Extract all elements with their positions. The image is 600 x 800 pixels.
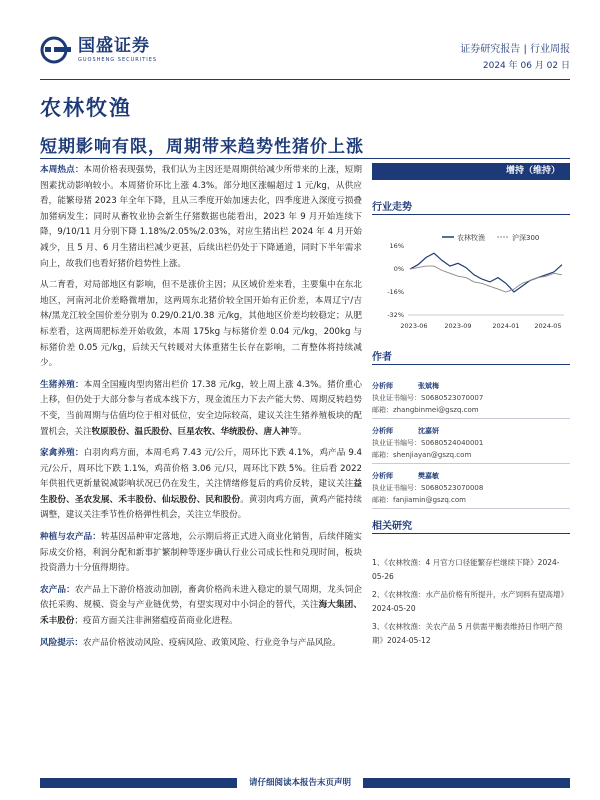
section-lead: 家禽养殖： bbox=[40, 448, 84, 459]
series-line-industry bbox=[410, 253, 562, 292]
logo-english-name: GUOSHENG SECURITIES bbox=[78, 57, 158, 63]
section-text: 农产品价格波动风险、疫病风险、政策风险、行业竞争与产品风险。 bbox=[82, 637, 341, 648]
section-lead: 生猪养殖： bbox=[40, 379, 84, 390]
related-report-link[interactable]: 3、《农林牧渔：关农产品 5 月供需平衡表维持日作明产预期》2024-05-12 bbox=[372, 622, 563, 645]
analyst-divider bbox=[372, 418, 570, 419]
legend-label-hs300: 沪深300 bbox=[512, 234, 540, 242]
section-tail: ；疫苗方面关注非洲猪瘟疫苗商业化进程。 bbox=[74, 616, 238, 627]
report-body bbox=[40, 163, 362, 657]
y-tick-label: 16% bbox=[389, 242, 404, 250]
section-hotspot bbox=[40, 163, 362, 272]
x-tick-label: 2023-09 bbox=[444, 322, 472, 330]
analysts-divider bbox=[372, 364, 570, 365]
analyst-email[interactable]: fanjiamin@gszq.com bbox=[393, 496, 466, 504]
trend-chart bbox=[372, 228, 570, 340]
related-report-link[interactable]: 2、《农林牧渔：水产品价格有所提升，水产饲料有望高增》2024-05-20 bbox=[372, 590, 569, 613]
company-logo bbox=[40, 36, 157, 64]
related-divider bbox=[372, 533, 570, 534]
related-list bbox=[372, 556, 570, 652]
cert-label: 执业证书编号： bbox=[372, 439, 421, 447]
section-lead: 本周热点： bbox=[40, 165, 84, 175]
analyst-card bbox=[372, 380, 570, 419]
recommended-stocks: 益生股份、圣农发展、禾丰股份、仙坛股份、民和股份 bbox=[40, 479, 362, 505]
related-title: 相关研究 bbox=[372, 521, 412, 532]
cert-number: S0680523070007 bbox=[421, 394, 484, 402]
analyst-list bbox=[372, 380, 570, 515]
cert-label: 执业证书编号： bbox=[372, 394, 421, 402]
recommended-stocks: 牧原股份、温氏股份、巨星农牧、华统股份、唐人神 bbox=[91, 426, 290, 437]
title-divider bbox=[40, 158, 570, 159]
section-text: 本周全国瘦肉型肉猪出栏价 17.38 元/kg，较上周上涨 4.3%。猪价重心上移，但仍处于大部分参与者成本线下方，现金流压力下去产能大势、周期反转趋势不变，当前周期与估值均位于相对低位，安全边际较高，建议关注生猪养殖板块的配置机会，关注 bbox=[40, 379, 362, 437]
section-planting bbox=[40, 530, 362, 577]
y-tick-label: -16% bbox=[387, 288, 404, 296]
y-tick-label: -32% bbox=[387, 311, 404, 319]
cert-label: 执业证书编号： bbox=[372, 484, 421, 492]
cert-number: S0680524040001 bbox=[421, 439, 484, 447]
trend-divider bbox=[372, 214, 570, 215]
section-risk bbox=[40, 636, 362, 652]
series-line-hs300 bbox=[410, 266, 562, 292]
section-secondary-fattening bbox=[40, 278, 362, 372]
analyst-name: 沈嘉妍 bbox=[418, 427, 439, 435]
header-divider bbox=[40, 79, 570, 80]
section-text: 本周价格表现强势，我们认为主因还是周期供给减少所带来的上涨，短期图素扰动影响较小。本周猪价环比上涨 4.3%。部分地区涨幅超过 1 元/kg，从供应看，能繁母猪 2023 年全年下降，且从三季度开始加速去化，四季度进入深度亏损叠加猪病发生；同时从畜牧业协会新生仔猪数据也能看出，2023 年 9 月开始连续下降，9/10/11 月分别下降 1.18%/2.05%/2.03%，对应生猪出栏 2024 年 4 月开始减少，且 5 月、6 月生猪出栏减少更甚，后续出栏仍处于下降通道，同时下半年需求向上，故我们也看好猪价趋势性上涨。 bbox=[40, 165, 362, 269]
analyst-role: 分析师 bbox=[372, 472, 393, 480]
analyst-card bbox=[372, 425, 570, 464]
analyst-name: 樊嘉敏 bbox=[418, 472, 439, 480]
email-label: 邮箱： bbox=[372, 406, 393, 414]
x-tick-label: 2024-01 bbox=[492, 322, 520, 330]
section-poultry bbox=[40, 446, 362, 524]
recommended-stocks: 海大集团、禾丰股份 bbox=[40, 600, 362, 627]
report-type: 证券研究报告 | 行业周报 bbox=[460, 44, 570, 55]
section-tail: 。黄羽肉鸡方面，黄鸡产能持续调整，建议关注季节性价格弹性机会，关注立华股份。 bbox=[40, 494, 362, 521]
analyst-name: 张斌梅 bbox=[418, 382, 439, 390]
cert-number: S0680523070008 bbox=[421, 484, 484, 492]
footer-disclaimer bbox=[0, 778, 600, 788]
analysts-title: 作者 bbox=[372, 352, 392, 363]
trend-chart-svg bbox=[372, 228, 570, 340]
analyst-role: 分析师 bbox=[372, 382, 393, 390]
rating-badge: 增持（维持） bbox=[372, 163, 570, 180]
section-text: 从二育看，对局部地区有影响，但不是涨价主因；从区域价差来看，主要集中在东北地区，河南河北价差略微增加，这两周东北猪价较全国开始有正价差，本周辽宁/吉林/黑龙江较全国价差分别为 0.29/0.21/0.38 元/kg，其他地区价差均较稳定；从肥标差看，这两周肥标差开始收敛，本周 175kg 与标猪价差 0.04 元/kg，200kg 与标猪价差 0.05 元/kg，后续天气转暖对大体重猪生长存在影响，二育整体将持续减少。 bbox=[40, 280, 362, 369]
analyst-email[interactable]: zhangbinmei@gszq.com bbox=[393, 406, 479, 414]
page-header bbox=[0, 0, 600, 78]
section-text: 白羽肉鸡方面，本周毛鸡 7.43 元/公斤，周环比下跌 4.1%，鸡产品 9.4 元/公斤，周环比下跌 1.1%，鸡苗价格 3.06 元/只，周环比下跌 5%。往后看 2022 年供祖代更新量锐减影响状况已仍在发生，关注情绪修复后的鸡价反转，建议关注 bbox=[40, 448, 362, 490]
industry-name: 农林牧渔 bbox=[40, 95, 132, 120]
section-lead: 种植与农产品： bbox=[40, 532, 101, 543]
y-tick-label: 0% bbox=[393, 265, 404, 273]
section-text: 农产品上下游价格波动加剧，畜禽价格尚未进入稳定的景气周期，龙头饲企依托采购、规模、资金与产业链优势，有望实现对中小饲企的替代，关注 bbox=[40, 584, 362, 611]
email-label: 邮箱： bbox=[372, 496, 393, 504]
section-agri-products bbox=[40, 583, 362, 630]
section-hog-farming bbox=[40, 378, 362, 440]
section-lead: 风险提示： bbox=[40, 637, 83, 648]
section-text: 转基因品种审定落地，公示期后将正式进入商业化销售，后续伴随实际成交价格，利润分配和新事扩繁制种等逐步确认行业公司成长性和兑现时间，板块投资潜力十分值得期待。 bbox=[40, 532, 362, 574]
related-report-link[interactable]: 1、《农林牧渔：4 月官方口径能繁存栏继续下降》2024-05-26 bbox=[372, 558, 560, 581]
analyst-card bbox=[372, 470, 570, 509]
section-tail: 等。 bbox=[289, 426, 307, 437]
x-tick-label: 2023-06 bbox=[400, 322, 428, 330]
logo-chinese-name: 国盛证券 bbox=[78, 36, 150, 56]
x-tick-label: 2024-05 bbox=[534, 322, 562, 330]
analyst-divider bbox=[372, 463, 570, 464]
report-headline: 短期影响有限，周期带来趋势性猪价上涨 bbox=[40, 137, 364, 157]
analyst-role: 分析师 bbox=[372, 427, 393, 435]
trend-title: 行业走势 bbox=[372, 202, 412, 213]
email-label: 邮箱： bbox=[372, 451, 393, 459]
report-date: 2024 年 06 月 02 日 bbox=[482, 61, 570, 71]
section-lead: 农产品： bbox=[40, 584, 75, 595]
guosheng-logo-icon bbox=[40, 36, 72, 64]
analyst-divider bbox=[372, 508, 570, 509]
legend-label-industry: 农林牧渔 bbox=[457, 234, 485, 242]
analyst-email[interactable]: shenjiayan@gszq.com bbox=[393, 451, 472, 459]
footer-disclaimer-text: 请仔细阅读本报告末页声明 bbox=[237, 778, 363, 788]
